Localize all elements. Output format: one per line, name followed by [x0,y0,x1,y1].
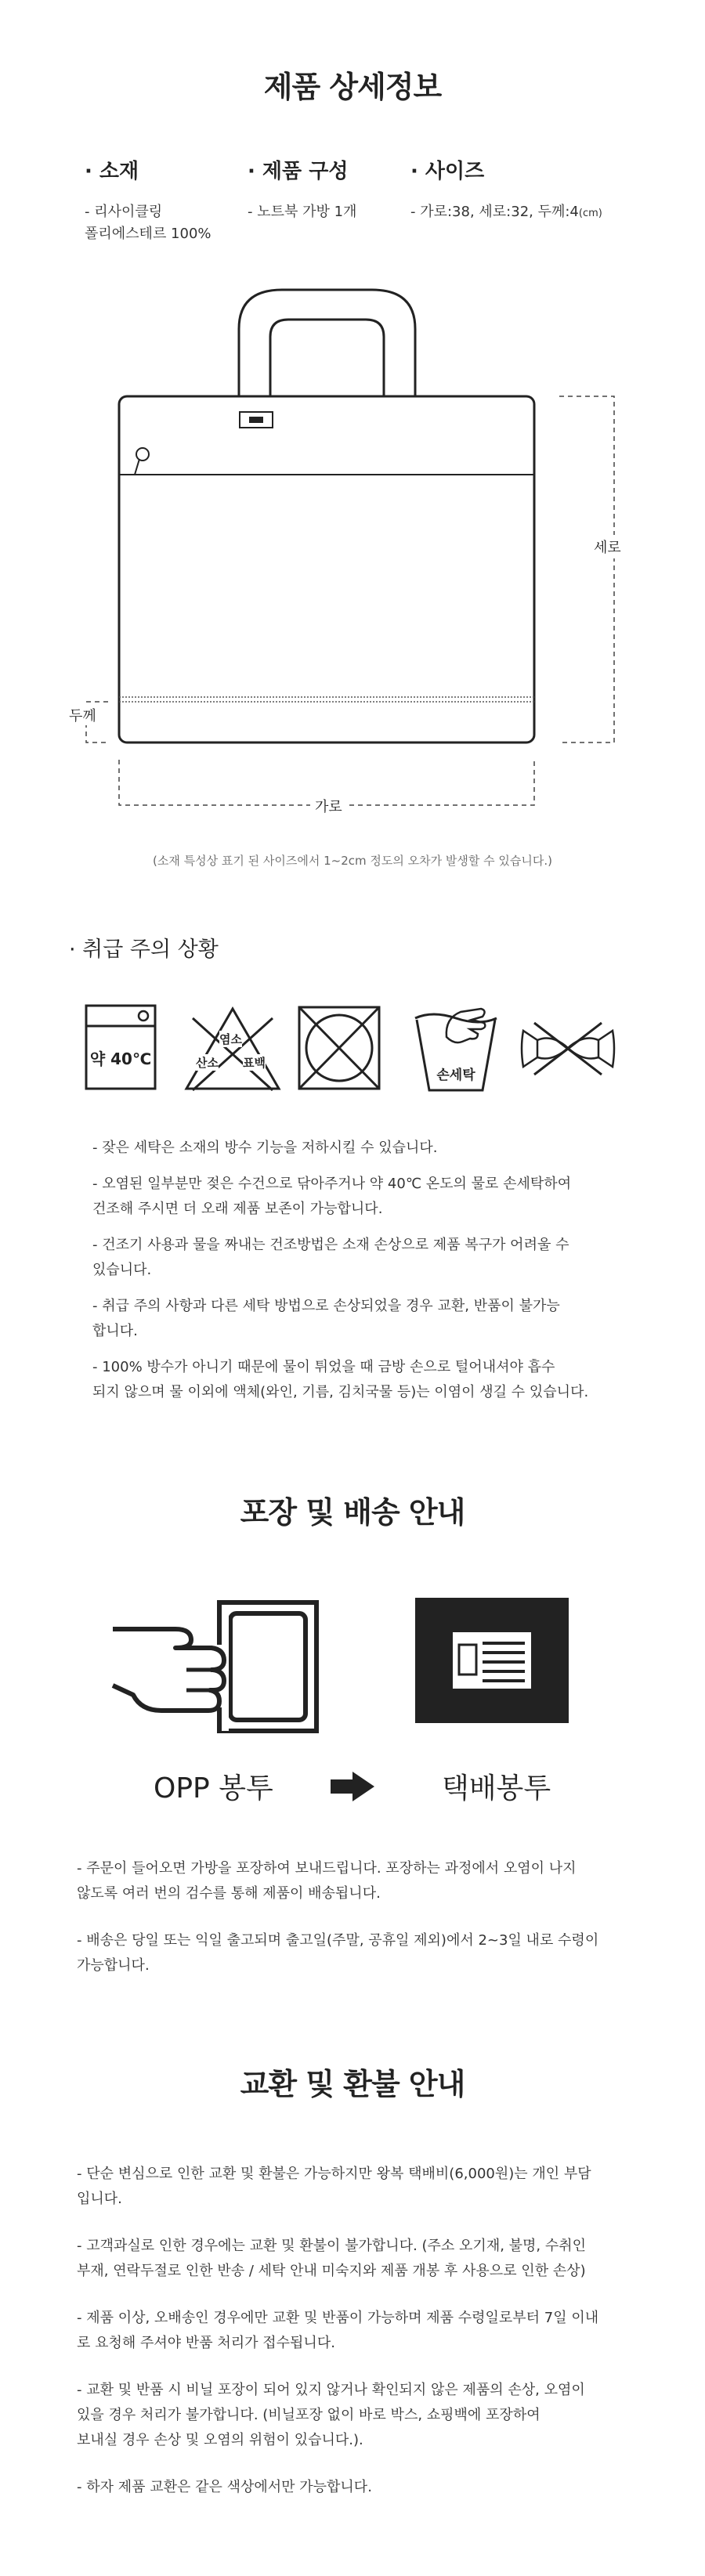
exchange-note: - 하자 제품 교환은 같은 색상에서만 가능합니다. [77,2479,372,2495]
hand-wash-icon [409,1003,503,1095]
care-notes [92,1136,656,1416]
height-label: 세로 [594,535,621,558]
care-note: - 취급 주의 사항과 다른 세탁 방법으로 손상되었을 경우 교환, 반품이 불가능 합니다. [92,1298,560,1339]
exchange-note: - 단순 변심으로 인한 교환 및 환불은 가능하지만 왕복 택배비(6,000원)는 개인 부담 입니다. [77,2166,591,2207]
spec-composition [248,155,356,223]
exchange-section-title: 교환 및 환불 안내 [0,2060,705,2103]
bag-diagram [0,282,705,846]
spec-composition-value: - 노트북 가방 1개 [248,204,357,220]
opp-bag-icon [110,1598,321,1739]
spec-composition-heading: · 제품 구성 [248,160,349,183]
arrow-right-icon [331,1772,374,1801]
spec-size-unit: (cm) [578,208,602,219]
shipping-note: - 배송은 당일 또는 익일 출고되며 출고일(주말, 공휴일 제외)에서 2~3일 내로 수령이 가능합니다. [77,1932,599,1974]
spec-size-value: - 가로:38, 세로:32, 두께:4(cm) [410,204,602,220]
spec-material [85,155,212,245]
courier-label: 택배봉투 [442,1772,551,1805]
size-note: (소재 특성상 표기 된 사이즈에서 1~2cm 정도의 오차가 발생할 수 있습니다.) [153,854,552,868]
shipping-notes [77,1856,656,1989]
wash-40-label: 약 40℃ [89,1050,152,1068]
care-note: - 오염된 일부분만 젖은 수건으로 닦아주거나 약 40℃ 온도의 물로 손세탁하여 건조해 주시면 더 오래 제품 보존이 가능합니다. [92,1176,572,1217]
wash-40-icon [78,1003,164,1095]
exchange-notes [77,2162,656,2511]
opp-label: OPP 봉투 [154,1772,273,1805]
hand-wash-label: 손세탁 [436,1068,475,1083]
no-tumble-dry-icon [296,1003,382,1095]
shipping-note: - 주문이 들어오면 가방을 포장하여 보내드립니다. 포장하는 과정에서 오염이 나지 않도록 여러 번의 검수를 통해 제품이 배송됩니다. [77,1860,577,1902]
bleach-label-right: 표백 [243,1056,266,1070]
width-label: 가로 [310,796,347,816]
bleach-label-top: 염소 [219,1032,242,1046]
care-note: - 건조기 사용과 물을 짜내는 건조방법은 소재 손상으로 제품 복구가 어려울 수 있습니다. [92,1237,569,1278]
courier-bag-icon [415,1598,572,1726]
shipping-section-title: 포장 및 배송 안내 [0,1488,705,1531]
thickness-label: 두께 [69,705,96,725]
care-title: · 취급 주의 상황 [69,938,219,962]
spec-size [410,155,602,225]
bleach-label-left: 산소 [196,1056,219,1070]
product-section-title: 제품 상세정보 [0,63,705,106]
spec-material-heading: · 소재 [85,160,139,183]
care-note: - 잦은 세탁은 소재의 방수 기능을 저하시킬 수 있습니다. [92,1140,438,1156]
exchange-note: - 고객과실로 인한 경우에는 교환 및 환불이 불가합니다. (주소 오기재, 불명, 수취인 부재, 연락두절로 인한 반송 / 세탁 안내 미숙지와 제품 개봉 후 사용으로 인한 손상) [77,2238,587,2279]
spec-size-heading: · 사이즈 [410,160,485,183]
care-note: - 100% 방수가 아니기 때문에 물이 튀었을 때 금방 손으로 털어내셔야 흡수 되지 않으며 물 이외에 액체(와인, 기름, 김치국물 등)는 이염이 생길 수 있습니다. [92,1359,589,1400]
no-wring-icon [517,1003,619,1095]
no-bleach-icon [182,1003,284,1095]
spec-material-value: - 리사이클링 폴리에스테르 100% [85,204,212,242]
exchange-note: - 제품 이상, 오배송인 경우에만 교환 및 반품이 가능하며 제품 수령일로부터 7일 이내 로 요청해 주셔야 반품 처리가 접수됩니다. [77,2310,599,2351]
exchange-note: - 교환 및 반품 시 비닐 포장이 되어 있지 않거나 확인되지 않은 제품의 손상, 오염이 있을 경우 처리가 불가합니다. (비닐포장 없이 바로 박스, 쇼핑백에 포장하여 보내실 경우 손상 및 오염의 위험이 있습니다.). [77,2382,585,2448]
